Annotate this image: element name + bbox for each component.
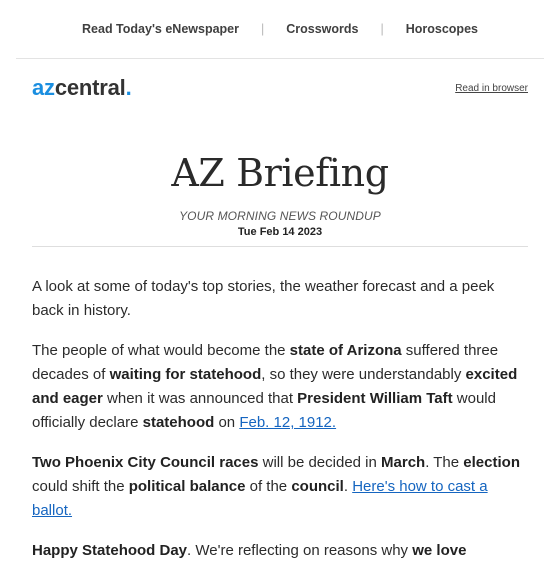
text-run: on bbox=[214, 414, 240, 431]
horoscopes-link[interactable]: Horoscopes bbox=[405, 22, 478, 36]
bold-run: we love bbox=[412, 542, 467, 559]
text-run: . We're reflecting on reasons why bbox=[187, 542, 413, 559]
nav-separator: | bbox=[380, 22, 384, 36]
text-run: , so they were understandably bbox=[261, 366, 466, 383]
text-run: will be decided in bbox=[258, 454, 382, 471]
read-in-browser-link[interactable]: Read in browser bbox=[455, 83, 528, 94]
newsletter-date: Tue Feb 14 2023 bbox=[237, 226, 323, 238]
bold-run: President William Taft bbox=[297, 390, 453, 407]
statehood-paragraph bbox=[32, 339, 528, 435]
bold-run: state of Arizona bbox=[289, 342, 402, 359]
bold-run: council bbox=[291, 478, 344, 495]
bold-run: Two Phoenix City Council races bbox=[32, 454, 259, 471]
bold-run: March bbox=[381, 454, 426, 471]
bold-run: election bbox=[463, 454, 520, 471]
enewspaper-link[interactable]: Read Today's eNewspaper bbox=[82, 22, 239, 36]
bold-run: waiting for statehood bbox=[109, 366, 262, 383]
logo-dot: . bbox=[125, 75, 132, 100]
bold-run: excited and eager bbox=[32, 366, 518, 407]
bold-run: statehood bbox=[142, 414, 215, 431]
logo-central: central bbox=[54, 75, 126, 100]
statehood-day-paragraph bbox=[32, 539, 528, 563]
text-run: could shift the bbox=[32, 478, 129, 495]
crosswords-link[interactable]: Crosswords bbox=[286, 22, 359, 36]
text-run: suffered three decades of bbox=[32, 342, 499, 383]
newsletter-body bbox=[32, 247, 528, 563]
intro-paragraph: A look at some of today's top stories, the weather forecast and a peek back in history. bbox=[32, 278, 495, 319]
text-run: . bbox=[343, 478, 353, 495]
text-run: The people of what would become the bbox=[32, 342, 290, 359]
text-run: would officially declare bbox=[32, 390, 496, 431]
logo-az: az bbox=[32, 75, 55, 100]
council-races-paragraph bbox=[32, 451, 528, 523]
azcentral-logo[interactable] bbox=[32, 75, 132, 101]
newsletter-title: AZ Briefing bbox=[171, 151, 389, 195]
text-run: when it was announced that bbox=[102, 390, 298, 407]
nav-separator: | bbox=[260, 22, 265, 36]
top-navigation bbox=[16, 0, 544, 59]
email-header bbox=[32, 59, 528, 111]
bold-run: Happy Statehood Day bbox=[32, 542, 188, 559]
bold-run: political balance bbox=[128, 478, 246, 495]
text-run: of the bbox=[245, 478, 292, 495]
statehood-date-link[interactable]: Feb. 12, 1912. bbox=[239, 414, 337, 431]
newsletter-masthead bbox=[32, 111, 528, 238]
newsletter-tagline: YOUR MORNING NEWS ROUNDUP bbox=[179, 209, 381, 223]
text-run: . The bbox=[425, 454, 464, 471]
cast-ballot-link[interactable]: Here's how to cast a ballot. bbox=[32, 478, 488, 519]
